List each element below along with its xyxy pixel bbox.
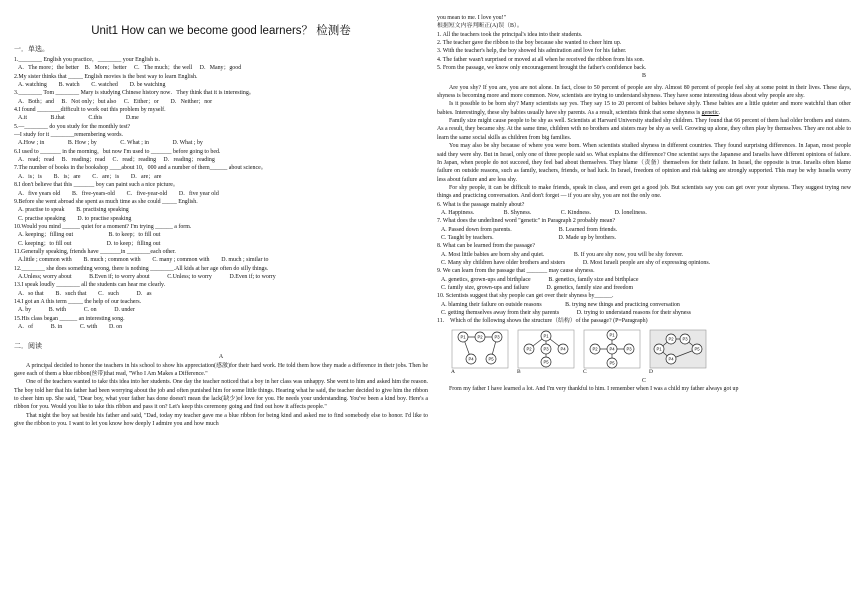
question-9-options-ab: A. practise to speak B. practising speaking: [18, 207, 129, 214]
structure-diagrams: [451, 329, 851, 375]
diagram-graphic: [649, 329, 707, 369]
structure-diagram-c: [583, 329, 641, 375]
question-4-options: A.it B.that C.this D.me: [18, 115, 139, 122]
question-8: 8.I don't believe that this _______ boy can paint such a nice picture。: [14, 182, 179, 189]
question-1: 1.________ English you practice，________ your English is.: [14, 57, 160, 63]
question-6: 6.I used to _______ in the morning，but now I'm used to _______ before going to bed.: [14, 148, 221, 155]
judge-statement-2: 2. The teacher gave the ribbon to the boy because she wanted to cheer him up.: [437, 40, 622, 47]
passage-b-paragraph-3: Family size might cause people to be shy as well. Scientists at Harvard University studied shy children. They found that 66 percent of them had older brothers and sisters. As a result, they became shy. At the same time, children with no brothers and sisters may be shy as well. Growing up alone, they often play by themselves. They are not able to learn the same social skills as children from big families.: [437, 118, 851, 141]
question-8-options: A．five years old B．five-years-old C．five-year-old D．five year old: [18, 190, 219, 197]
structure-diagram-a: [451, 329, 509, 375]
diagram-node-label: P3: [682, 336, 688, 342]
diagram-node-label: P4: [468, 356, 474, 362]
judge-statement-3: 3. With the teacher's help, the boy showed his admiration and love for his father.: [437, 48, 627, 55]
question-b9-options-cd: C. family size, grown-ups and failure D. genetics, family size and freedom: [441, 285, 634, 291]
question-7-options: A．is；is B．is；are C．are；is D．are；are: [18, 173, 162, 180]
section-heading-reading: 二．阅读: [14, 342, 42, 351]
passage-b-paragraph-2: [437, 100, 851, 117]
question-b8-options-ab: A. Most little babies are born shy and quiet. B. If you are shy now, you will be shy forever.: [441, 251, 684, 258]
diagram-node-label: P2: [668, 336, 674, 342]
passage-b-paragraph-4: You may also be shy because of where you were born. When scientists studied shyness in different countries. They found surprising differences. In Japan, most people said they were shy. But in Israel, only one of three people said so. What explains the difference? One scientist says the Japanese and Israelis have different opinions of failure. In Japan, when people do not succeed, they feel bad about themselves. They blame（责备）themselves for their failure. In Israel, the opposite is true. Israelis often blame failure on outside reasons, such as family, teachers, friends, or bad luck. In Israel, freedom of opinion and risk taking are strongly supported. This may be why Israelis worry less about failure and are less shy.: [437, 143, 851, 183]
diagram-option-label: B: [517, 368, 521, 375]
diagram-node-label: P4: [560, 346, 566, 352]
passage-a-paragraph-3: That night the boy sat beside his father and said, "Dad, today my teacher gave me a blue ribbon for being kind and asked me to find somebody else to honor. I'd like to give the ribbon to you. I want to let you know how deeply I admire you and how much: [14, 412, 428, 428]
diagram-node-label: P3: [543, 346, 549, 352]
question-5-options: A.How ; in B. How ; by C. What ; in D. What ; by: [18, 140, 203, 147]
diagram-node-label: P4: [609, 346, 615, 352]
diagram-node-label: P1: [656, 346, 662, 352]
diagram-option-label: D: [649, 368, 653, 375]
question-9: 9.Before she went abroad she spent as much time as she could _____ English.: [14, 198, 198, 205]
question-15-options: A．of B. in C. with D. on: [18, 324, 123, 330]
question-2-options: A. watching B. watch C. watched D. be watching: [18, 82, 166, 89]
question-b10: 10. Scientists suggest that shy people can get over their shyness by______.: [437, 293, 614, 300]
passage-a-paragraph-3-end: you mean to me. I love you!": [437, 15, 506, 21]
question-10-options-cd: C. keeping；to fill out D. to keep；filling out: [18, 240, 161, 247]
passage-b-label: B: [642, 73, 646, 80]
passage-a-paragraph-2: One of the teachers wanted to take this idea into her students. One day the teacher noticed that a boy in her class was unhappy. She went to him and asked him the reason. The boy told her that his father had been worrying about the job and often punished him for some little things. Hearing what he said, the teacher decided to give him the ribbon to cheer him up. She said, "Dear boy, what your father has done doesn't mean the lack(缺少)of love for you. He needs your understanding. You've been a kind boy. Here's a ribbon for you. Would you like to take this ribbon and pass it on? Let's keep this ceremony going and find out how it affects people.": [14, 379, 428, 411]
diagram-node-label: P5: [694, 346, 700, 352]
question-3: 3.________ Tom ________ Mary is studying Chinese history now．They think that it is interesting。: [14, 90, 255, 97]
diagram-node-label: P5: [488, 356, 494, 362]
passage-a-label: A: [218, 354, 224, 361]
passage-c-label: C: [642, 377, 646, 384]
structure-diagram-d: [649, 329, 707, 375]
diagram-graphic: [583, 329, 641, 369]
question-13-options: A．so that B．such that C．such D．as: [18, 290, 152, 297]
passage-c-paragraph-1: From my father I have learned a lot. And I'm very thankful to him. I remember when I was a child my father always got up: [449, 386, 739, 393]
diagram-option-label: C: [583, 368, 587, 375]
diagram-option-label: A: [451, 368, 455, 375]
question-10: 10.Would you mind ______ quiet for a moment? I'm trying ______ a form.: [14, 223, 192, 230]
question-1-options: A．The more；the better B．More；better C．The much；the well D．Many；good: [18, 65, 242, 72]
question-5-reply: —I study for it ________remembering words.: [14, 132, 123, 139]
diagram-node-label: P2: [592, 346, 598, 352]
diagram-node-label: P5: [609, 360, 615, 366]
diagram-node-label: P4: [668, 356, 674, 362]
question-b7: 7. What does the underlined word "genetic" in Paragraph 2 probably mean?: [437, 218, 616, 225]
diagram-node-label: P5: [543, 359, 549, 365]
question-11: 11.Generally speaking, friends have _______in ________each other.: [14, 248, 176, 255]
page-title: Unit1 How can we become good learners？ 检测卷: [91, 25, 351, 37]
question-14-options: A. by B. with C. on D. under: [18, 307, 135, 314]
diagram-node-label: P1: [460, 334, 466, 340]
question-9-options-cd: C. practise speaking D. to practise speaking: [18, 215, 132, 222]
diagram-node-label: P3: [626, 346, 632, 352]
passage-b-paragraph-5: For shy people, it can be difficult to make friends, speak in class, and even get a good job. But scientists say you can get over your shyness. They suggest trying new things and practicing conversation. And don't forget — if you are shy, you are not the only one.: [437, 184, 851, 200]
question-6-options: A．read；read B．reading；read C．read；reading D．reading；reading: [18, 157, 215, 164]
right-column: [437, 0, 851, 608]
judge-instructions: 根据短文内容判断正(A)误（B）。: [437, 23, 523, 30]
diagram-graphic: [517, 329, 575, 369]
question-b9-options-ab: A. genetics, grown-ups and birthplace B. genetics, family size and birthplace: [441, 276, 639, 283]
question-b8: 8. What can be learned from the passage?: [437, 243, 536, 250]
structure-diagram-b: [517, 329, 575, 375]
question-7: 7.The number of books in the bookshop ____about 10，000 and a number of them______ about science。: [14, 165, 267, 172]
question-14: 14.I got an A this term _____ the help of our teachers.: [14, 298, 142, 305]
diagram-node-label: P3: [494, 334, 500, 340]
diagram-node-label: P2: [526, 346, 532, 352]
question-b10-options-cd: C. getting themselves away from their shy parents D. trying to understand reasons for their shyness: [441, 310, 691, 317]
question-12: 12.________ she does something wrong, there is nothing ________.All kids at her age often do silly things.: [14, 265, 269, 272]
question-11-options: A.little ; common with B. much ; common with C. many ; common with D. much ; similar to: [18, 257, 269, 264]
judge-statement-4: 4. The father wasn't surprised or moved at all when he received the ribbon from his son.: [437, 56, 645, 63]
diagram-node-label: P2: [477, 334, 483, 340]
judge-statement-1: 1. All the teachers took the principal's idea into their students.: [437, 31, 583, 38]
question-b6: 6. What is the passage mainly about?: [437, 201, 525, 208]
question-10-options-ab: A. keeping；filling out B. to keep；to fill out: [18, 232, 161, 239]
question-b10-options-ab: A. blaming their failure on outside reasons B. trying new things and practicing conversation: [441, 301, 680, 308]
passage-a-paragraph-1: A principal decided to honor the teachers in his school to show his appreciation(感激)for their hard work. He told them how they made a difference in their jobs. Then he gave each of them a blue ribbon(丝带)that read, "Who I Am Makes a Difference.": [14, 362, 428, 378]
question-b6-options: A. Happiness. B. Shyness. C. Kindness. D. loneliness.: [441, 209, 647, 216]
question-b11: 11. Which of the following shows the structure（结构）of the passage? (P=Paragraph): [437, 318, 648, 325]
passage-b-paragraph-2-end: .: [718, 109, 721, 116]
question-15: 15.His class began ______ an interesting song.: [14, 315, 125, 322]
question-3-options: A．Both；and B．Not only；but also C．Either；or D．Neither；nor: [18, 98, 213, 105]
diagram-node-label: P1: [543, 333, 549, 339]
question-13: 13.I speak loudly ________ all the students can hear me clearly.: [14, 282, 166, 289]
section-heading-choice: 一．单选。: [14, 45, 49, 53]
question-b7-options-ab: A. Passed down from parents. B. Learned from friends.: [441, 226, 618, 233]
diagram-graphic: [451, 329, 509, 369]
passage-b-paragraph-1: Are you shy? If you are, you are not alone. In fact, close to 50 percent of people are shy. Almost 80 percent of people feel shy at some point in their lives. These days, shyness is becoming more and more common. Now, scientists are trying to understand shyness. They have some interesting ideas about why people are shy.: [437, 84, 851, 100]
diagram-node-label: P1: [609, 332, 615, 338]
question-b9: 9. We can learn from the passage that _______ may cause shyness.: [437, 268, 595, 275]
question-b7-options-cd: C. Taught by teachers. D. Made up by brothers.: [441, 234, 617, 241]
judge-statement-5: 5. From the passage, we know only encouragement brought the father's confidence back.: [437, 65, 647, 72]
passage-b-paragraph-2-text: Is it possible to be born shy? Many scientists say yes. They say 15 to 20 percent of babies behave shyly. These babies are a little quieter and more watchful than other babies. Interestingly, these shy babies usually have shy parents. As a result, scientists think that some shyness is: [437, 101, 851, 116]
underlined-word-genetic: genetic: [701, 109, 719, 116]
question-12-options: A.Unless; worry about B.Even if; to worry about C.Unless; to worry D.Even if; to worry: [18, 273, 276, 280]
question-4: 4.I found ________difficult to work out this problem by myself.: [14, 107, 166, 114]
question-5: 5.—________ do you study for the monthly test?: [14, 123, 131, 130]
left-column: [14, 0, 428, 608]
question-b8-options-cd: C. Many shy children have older brothers and sisters D. Most Israeli people are shy of expressing opinions.: [441, 259, 711, 266]
question-2: 2.My sister thinks that _____ English movies is the best way to learn English.: [14, 73, 198, 80]
